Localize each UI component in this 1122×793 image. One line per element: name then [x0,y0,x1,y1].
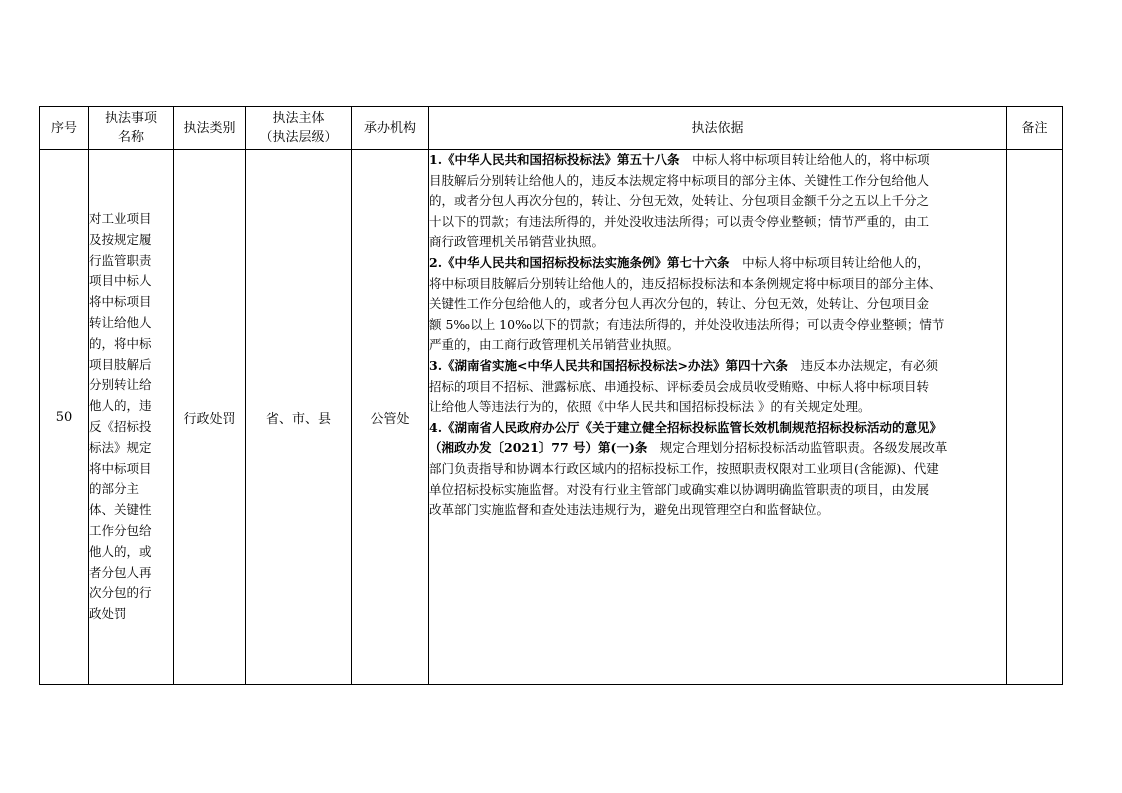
header-basis: 执法依据 [429,107,1007,150]
item-name-line: 标法》规定 [89,439,152,455]
basis-text: 改革部门实施监督和查处违法违规行为，避免出现管理空白和监督缺位。 [429,502,830,518]
item-name-line: 项目中标人 [89,273,152,289]
basis-text: 单位招标投标实施监督。对没有行业主管部门或确实难以协调明确监管职责的项目，由发展 [429,481,930,497]
item-name-line: 将中标项目 [89,460,152,476]
item-name-line: 体、关键性 [89,502,152,518]
enforcement-table [39,106,1063,685]
basis-line [429,232,1006,253]
basis-line [429,171,1006,192]
basis-text: 让给他人等违法行为的，依照《中华人民共和国招标投标法 》的有关规定处理。 [429,399,871,415]
basis-text: 部门负责指导和协调本行政区域内的招标投标工作，按照职责权限对工业项目(含能源)、代建 [429,460,939,476]
item-name-line: 行监管职责 [89,252,152,268]
table-row [40,150,1063,685]
item-name-line: 的部分主 [89,481,140,497]
basis-line [429,480,1006,501]
basis-text: 严重的，由工商行政管理机关吊销营业执照。 [429,337,680,353]
basis-line [429,459,1006,480]
basis-text: 额 5‰以上 10‰以下的罚款；有违法所得的，并处没收违法所得；可以责令停业整顿；情节 [429,316,945,332]
header-row [40,107,1063,150]
item-name-line: 政处罚 [89,606,127,622]
item-name-line: 项目肢解后 [89,356,152,372]
basis-line [429,356,1006,377]
cell-item-name [89,150,174,685]
cell-agency: 公管处 [352,150,429,685]
basis-clause-title: 4.《湖南省人民政府办公厅《关于建立健全招标投标监管长效机制规范招标投标活动的意见》 [429,419,943,435]
basis-clause-title: 2.《中华人民共和国招标投标法实施条例》第七十六条 [429,254,730,270]
item-name-line: 者分包人再 [89,564,152,580]
basis-line [429,418,1006,439]
basis-clause-title: （湘政办发〔2021〕77 号）第(一)条 [429,440,648,456]
header-category: 执法类别 [174,107,246,150]
basis-line [429,191,1006,212]
basis-text: 关键性工作分包给他人的，或者分包人再次分包的，转让、分包无效，处转让、分包项目金 [429,296,930,312]
basis-clause-title: 3.《湖南省实施<中华人民共和国招标投标法>办法》第四十六条 [429,357,788,373]
item-name-line: 分别转让给 [89,377,152,393]
cell-remark [1007,150,1063,685]
basis-text: 中标人将中标项目转让给他人的，将中标项 [679,152,930,167]
basis-text: 将中标项目肢解后分别转让给他人的，违反招标投标法和本条例规定将中标项目的部分主体、 [429,275,942,291]
basis-line [429,500,1006,521]
item-name-line: 对工业项目 [89,211,152,227]
basis-line [429,150,1006,171]
cell-subject: 省、市、县 [246,150,352,685]
header-subject: 执法主体 （执法层级） [246,107,352,150]
header-seq: 序号 [40,107,89,150]
item-name-line: 反《招标投 [89,419,152,434]
header-remark: 备注 [1007,107,1063,150]
basis-text: 招标的项目不招标、泄露标底、串通投标、评标委员会成员收受贿赂、中标人将中标项目转 [429,378,930,394]
basis-line [429,397,1006,418]
basis-text: 违反本办法规定，有必须 [788,357,939,373]
basis-line [429,253,1006,274]
item-name-line: 他人的，违 [89,398,152,414]
header-item-name: 执法事项 名称 [89,107,174,150]
basis-text: 的，或者分包人再次分包的，转让、分包无效，处转让、分包项目金额千分之五以上千分之 [429,193,930,209]
basis-line [429,438,1006,459]
basis-text: 商行政管理机关吊销营业执照。 [429,234,605,250]
basis-line [429,294,1006,315]
basis-text: 规定合理划分招标投标活动监管职责。各级发展改革 [647,440,948,456]
header-agency: 承办机构 [352,107,429,150]
basis-text: 目肢解后分别转让给他人的，违反本法规定将中标项目的部分主体、关键性工作分包给他人 [429,172,930,188]
basis-text: 中标人将中标项目转让给他人的， [729,254,930,270]
item-name-line: 次分包的行 [89,585,152,601]
basis-text: 十以下的罚款；有违法所得的，并处没收违法所得；可以责令停业整顿；情节严重的，由工 [429,213,930,229]
item-name-line: 他人的，或 [89,543,152,559]
basis-line [429,274,1006,295]
cell-seq: 50 [40,150,89,685]
cell-basis [429,150,1007,685]
item-name-line: 的，将中标 [89,335,152,351]
basis-clause-title: 1.《中华人民共和国招标投标法》第五十八条 [429,152,680,167]
item-name-line: 及按规定履 [89,231,152,247]
basis-line [429,315,1006,336]
basis-line [429,212,1006,233]
item-name-line: 工作分包给 [89,522,152,538]
basis-line [429,335,1006,356]
basis-line [429,377,1006,398]
item-name-line: 将中标项目 [89,294,152,310]
cell-category: 行政处罚 [174,150,246,685]
item-name-line: 转让给他人 [89,315,152,331]
